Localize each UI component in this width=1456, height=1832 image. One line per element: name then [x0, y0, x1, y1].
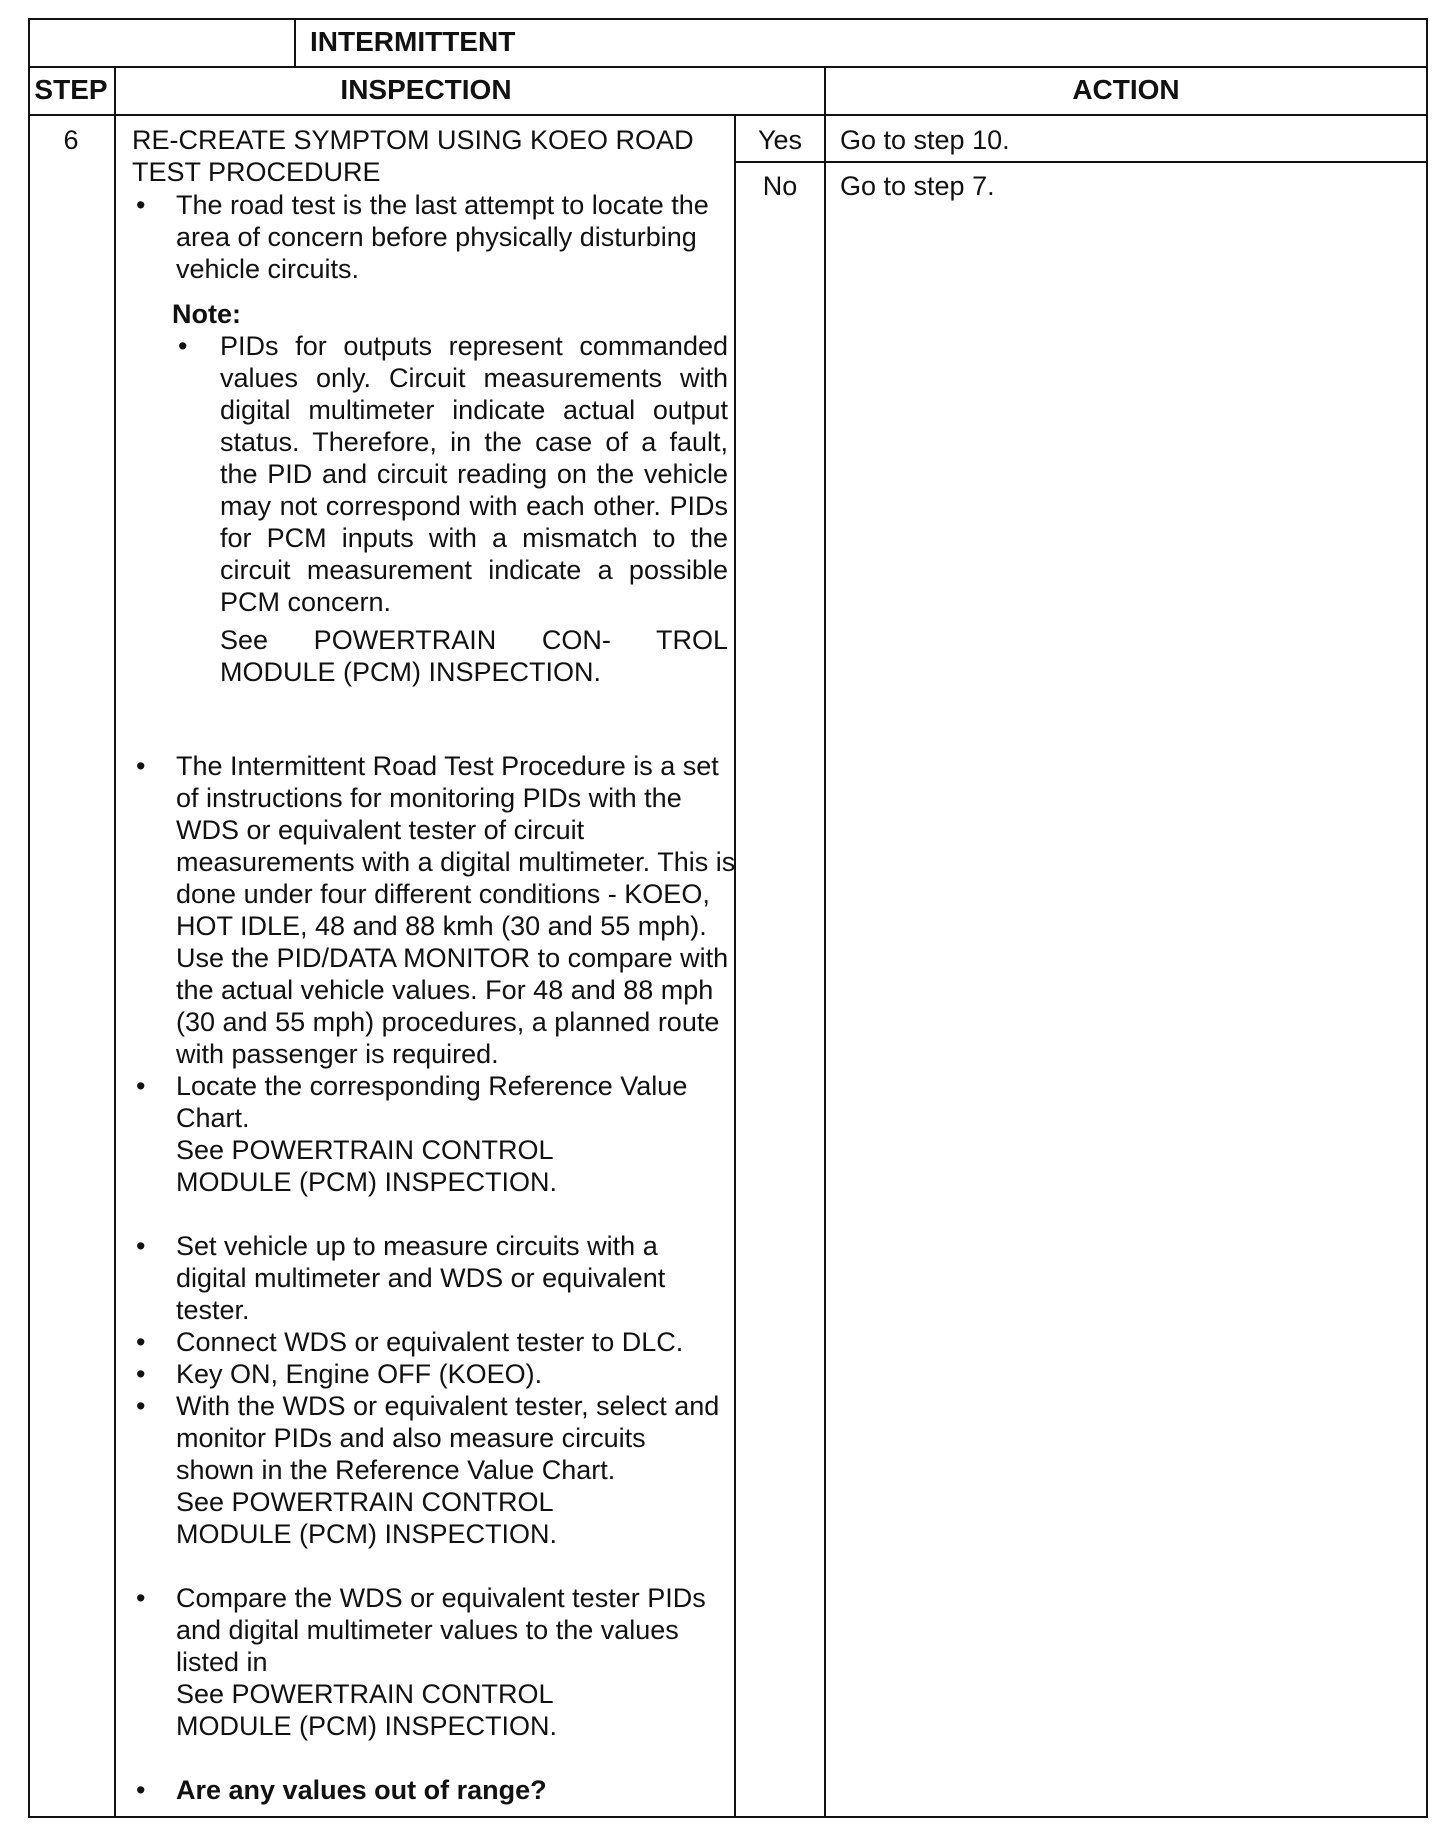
bullet-compare: Compare the WDS or equivalent tester PIDs and digital multimeter values to the values listed in: [176, 1583, 706, 1677]
bullet-icon: •: [136, 1071, 146, 1101]
answer-yes-action: Go to step 10.: [840, 125, 1010, 155]
rule-top: [28, 18, 1428, 20]
see-pcm-3: See POWERTRAIN CONTROL MODULE (PCM) INSPECTION.: [176, 1679, 558, 1741]
note-pids-outputs: PIDs for outputs represent commanded values only. Circuit measurements with digital multimeter indicate actual output status. Therefore, in the case of a fault, the PID and circuit reading on the vehicle may not correspond with each other. PIDs for PCM inputs with a mismatch to the circuit measurement indicate a possible PCM concern.: [220, 331, 728, 617]
bullet-reference-chart: Locate the corresponding Reference Value Chart.: [176, 1071, 688, 1133]
step-number: 6: [63, 125, 79, 155]
question-out-of-range: Are any values out of range?: [176, 1775, 547, 1805]
answer-no-action: Go to step 7.: [840, 171, 995, 201]
inspection-title-line2: TEST PROCEDURE: [132, 157, 381, 187]
bullet-intermittent-procedure: The Intermittent Road Test Procedure is a set of instructions for monitoring PIDs with the WDS or equivalent tester of circuit measurements with a digital multimeter. This is done under four different conditions - KOEO, HOT IDLE, 48 and 88 kmh (30 and 55 mph). Use the PID/DATA MONITOR to compare with the actual vehicle values. For 48 and 88 mph (30 and 55 mph) procedures, a planned route with passenger is required.: [176, 751, 736, 1069]
note-label: Note:: [172, 299, 241, 329]
answer-no-label: No: [762, 171, 798, 201]
header-inspection: INSPECTION: [340, 74, 512, 105]
rule-header-2: [28, 114, 1428, 116]
note-see-pcm: See POWERTRAIN CON- TROL MODULE (PCM) INSPECTION.: [220, 625, 728, 687]
rule-bottom: [28, 1816, 1428, 1818]
bullet-icon: •: [136, 1391, 146, 1421]
bullet-icon: •: [136, 1775, 146, 1805]
rule-action: [824, 66, 826, 1818]
rule-left: [28, 18, 30, 1818]
rule-yes-no: [734, 161, 1428, 163]
procedure-table: [28, 18, 1428, 1818]
bullet-icon: •: [136, 1327, 146, 1357]
bullet-icon: •: [136, 1583, 146, 1613]
bullet-icon: •: [136, 1359, 146, 1389]
bullet-monitor: With the WDS or equivalent tester, select and monitor PIDs and also measure circuits shown in the Reference Value Chart.: [176, 1391, 720, 1485]
rule-step: [114, 66, 116, 1818]
bullet-connect: Connect WDS or equivalent tester to DLC.: [176, 1327, 684, 1357]
inspection-title-line1: RE-CREATE SYMPTOM USING KOEO ROAD: [132, 125, 694, 155]
rule-title-left: [294, 18, 296, 66]
see-pcm-1: See POWERTRAIN CONTROL MODULE (PCM) INSPECTION.: [176, 1135, 558, 1197]
bullet-icon: •: [136, 1231, 146, 1261]
see-pcm-2: See POWERTRAIN CONTROL MODULE (PCM) INSPECTION.: [176, 1487, 558, 1549]
rule-right: [1426, 18, 1428, 1818]
bullet-koeo: Key ON, Engine OFF (KOEO).: [176, 1359, 543, 1389]
section-title: INTERMITTENT: [310, 26, 516, 57]
header-action: ACTION: [1072, 74, 1180, 105]
rule-header-1: [28, 66, 1428, 68]
bullet-icon: •: [178, 331, 188, 361]
header-step: STEP: [34, 74, 108, 105]
bullet-setup: Set vehicle up to measure circuits with a digital multimeter and WDS or equivalent tester.: [176, 1231, 666, 1325]
answer-yes-label: Yes: [757, 125, 803, 155]
bullet-road-test: The road test is the last attempt to locate the area of concern before physically disturbing vehicle circuits.: [176, 190, 709, 284]
bullet-icon: •: [136, 190, 146, 220]
bullet-icon: •: [136, 751, 146, 781]
